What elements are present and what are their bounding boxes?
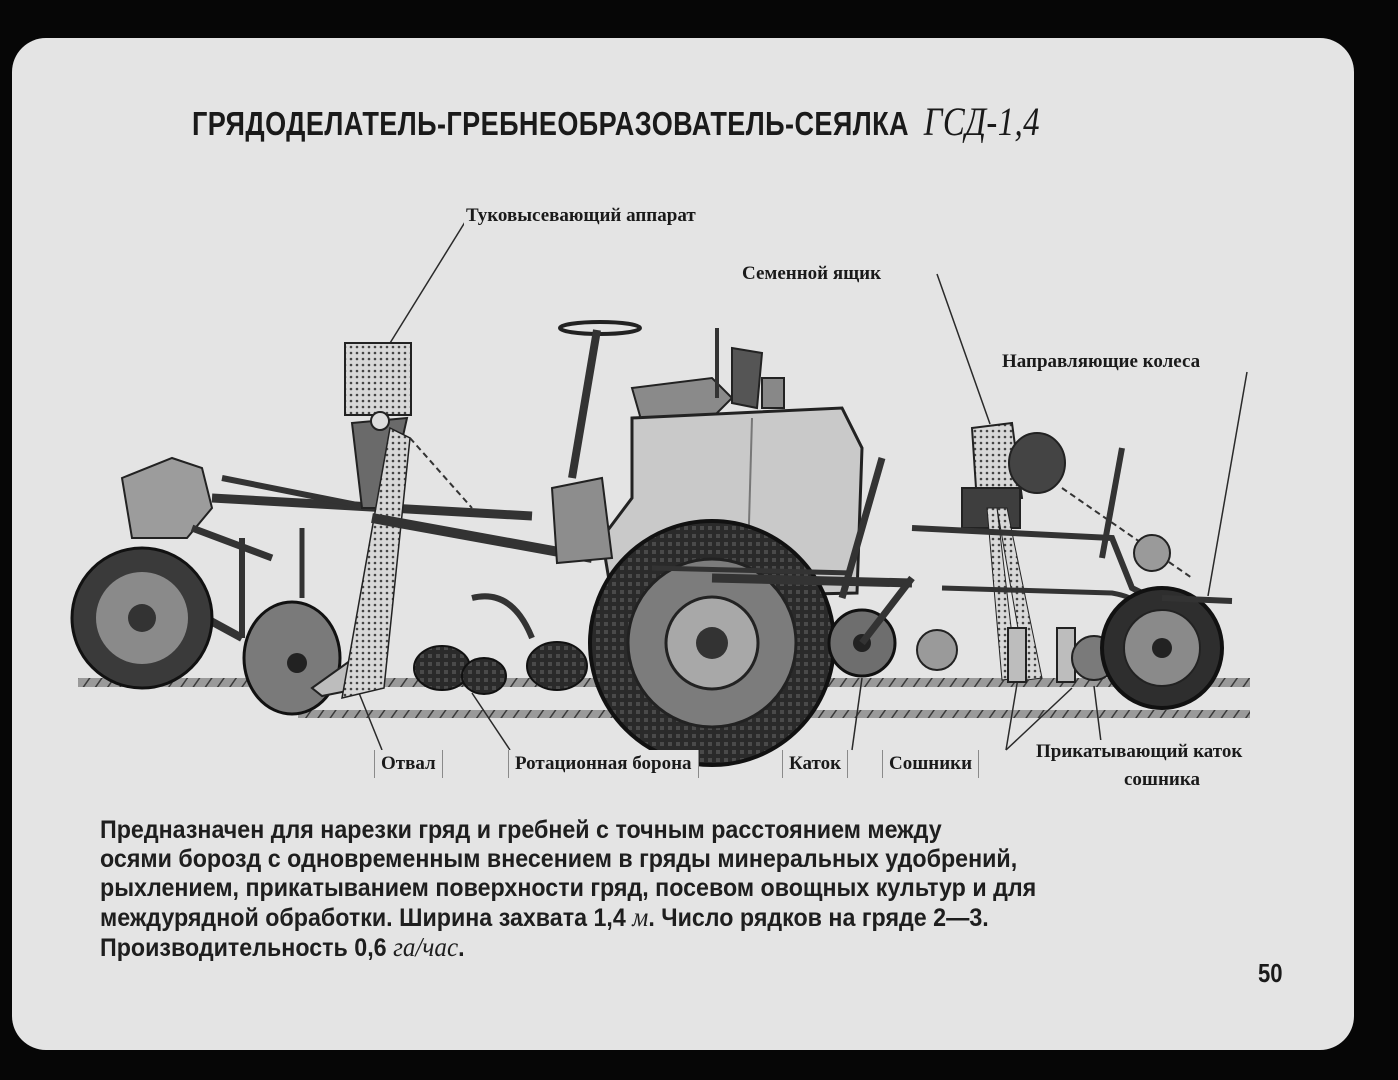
description-line: Производительность 0,6 га/час. bbox=[100, 932, 465, 962]
description-line: Предназначен для нарезки гряд и гребней с точным расстоянием между bbox=[100, 816, 942, 844]
title-main: ГРЯДОДЕЛАТЕЛЬ-ГРЕБНЕОБРАЗОВАТЕЛЬ-СЕЯЛКА bbox=[192, 105, 909, 142]
label-seed-box: Семенной ящик bbox=[742, 263, 882, 284]
page-number: 50 bbox=[1258, 958, 1283, 988]
description-line: междурядной обработки. Ширина захвата 1,4 м. Число рядков на гряде 2—3. bbox=[100, 902, 989, 932]
description bbox=[100, 816, 1160, 963]
description-line: рыхлением, прикатыванием поверхности гряд, посевом овощных культур и для bbox=[100, 874, 1037, 902]
label-openers: Сошники bbox=[882, 750, 979, 778]
label-roller: Каток bbox=[782, 750, 848, 778]
machine-illustration bbox=[12, 38, 1354, 798]
drive-wheel bbox=[590, 521, 834, 765]
openers bbox=[917, 628, 1116, 682]
label-moldboard: Отвал bbox=[374, 750, 443, 778]
label-opener-roller: Прикатывающий каток bbox=[1036, 741, 1243, 762]
rotary-harrow bbox=[414, 642, 587, 694]
unit-ha-per-hour: га/час bbox=[393, 932, 459, 962]
unit-meter: м bbox=[632, 902, 649, 932]
label-opener-roller-line2: сошника bbox=[1124, 769, 1201, 790]
description-line: осями борозд с одновременным внесением в гряды минеральных удобрений, bbox=[100, 845, 1018, 873]
label-rotary-harrow: Ротационная борона bbox=[508, 750, 699, 778]
rear-wheel bbox=[72, 548, 212, 688]
label-fertilizer-unit: Туковысевающий аппарат bbox=[466, 205, 696, 226]
title-model: ГСД-1,4 bbox=[923, 99, 1040, 144]
label-guide-wheels: Направляющие колеса bbox=[1002, 351, 1201, 372]
slide bbox=[12, 38, 1354, 1050]
